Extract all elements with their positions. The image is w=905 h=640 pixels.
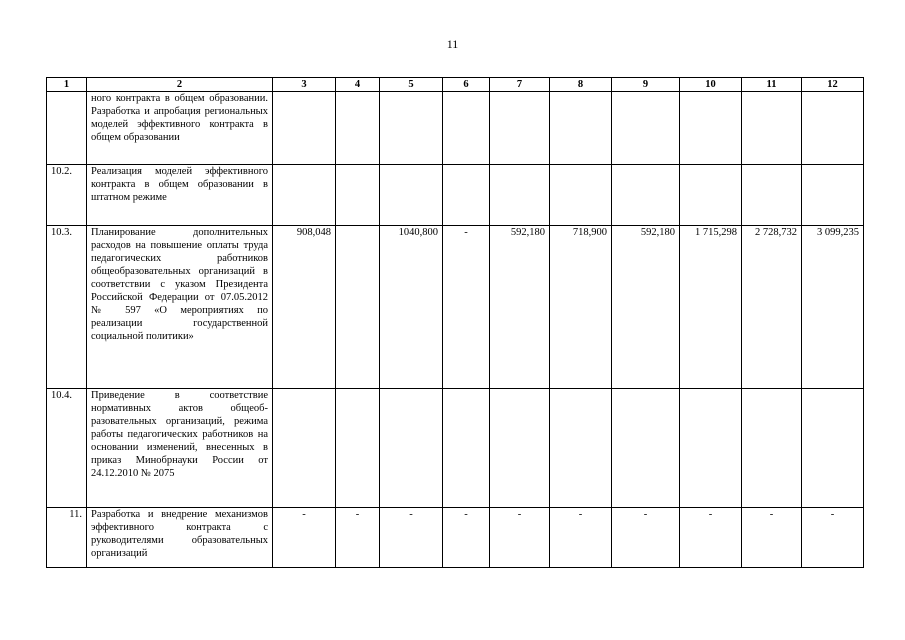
row-number: 11. <box>47 508 87 568</box>
table-row <box>47 92 864 165</box>
row-description: Планирование дополнительных расходов на повышение оплаты труда педагогических работников общеобразовательных организаций в соответствии с указом Президента Российской Федерации от 07.05.2012 № 597 «О мероприятиях по реализации государственной социальной политики» <box>87 226 273 389</box>
table-row <box>47 165 864 226</box>
cell-value <box>490 165 550 226</box>
cell-value <box>802 165 864 226</box>
cell-value: 1 715,298 <box>680 226 742 389</box>
cell-value: - <box>612 508 680 568</box>
cell-value <box>273 389 336 508</box>
cell-value <box>612 165 680 226</box>
cell-value <box>443 389 490 508</box>
row-description: ного контракта в общем образовании. Разработка и апробация региональных моделей эффективного контракта в общем образовании <box>87 92 273 165</box>
column-header: 12 <box>802 78 864 92</box>
cell-value: - <box>742 508 802 568</box>
cell-value <box>612 389 680 508</box>
cell-value: - <box>273 508 336 568</box>
cell-value <box>336 389 380 508</box>
column-header: 7 <box>490 78 550 92</box>
column-header: 4 <box>336 78 380 92</box>
cell-value <box>680 165 742 226</box>
cell-value <box>443 92 490 165</box>
cell-value <box>490 389 550 508</box>
row-description: Приведение в соответствие нормативных актов общеобразовательных организаций, режима работы педагогических работников на основании изменений, внесенных в приказ Минобрнауки России от 24.12.2010 № 2075 <box>87 389 273 508</box>
cell-value: - <box>380 508 443 568</box>
cell-value: 1040,800 <box>380 226 443 389</box>
cell-value <box>680 389 742 508</box>
cell-value: - <box>443 226 490 389</box>
cell-value <box>612 92 680 165</box>
cell-value <box>336 226 380 389</box>
cell-value <box>802 389 864 508</box>
table-row <box>47 226 864 389</box>
cell-value <box>742 389 802 508</box>
cell-value: 2 728,732 <box>742 226 802 389</box>
cell-value: - <box>550 508 612 568</box>
cell-value: 3 099,235 <box>802 226 864 389</box>
cell-value <box>742 165 802 226</box>
table-row <box>47 508 864 568</box>
cell-value <box>490 92 550 165</box>
cell-value <box>336 92 380 165</box>
table-header-row <box>47 78 864 92</box>
cell-value <box>550 165 612 226</box>
row-number: 10.2. <box>47 165 87 226</box>
cell-value: - <box>336 508 380 568</box>
table-row <box>47 389 864 508</box>
column-header: 1 <box>47 78 87 92</box>
cell-value <box>680 92 742 165</box>
row-number: 10.4. <box>47 389 87 508</box>
column-header: 3 <box>273 78 336 92</box>
row-number: 10.3. <box>47 226 87 389</box>
cell-value: 592,180 <box>490 226 550 389</box>
row-description: Разработка и внедрение механизмов эффективного контракта с руководителями образовательных организаций <box>87 508 273 568</box>
cell-value <box>380 389 443 508</box>
cell-value <box>380 165 443 226</box>
column-header: 10 <box>680 78 742 92</box>
cell-value <box>380 92 443 165</box>
column-header: 8 <box>550 78 612 92</box>
cell-value: 908,048 <box>273 226 336 389</box>
cell-value: - <box>680 508 742 568</box>
cell-value <box>443 165 490 226</box>
cell-value <box>742 92 802 165</box>
row-description: Реализация моделей эффективного контракта в общем образовании в штатном режиме <box>87 165 273 226</box>
row-number <box>47 92 87 165</box>
data-table <box>46 77 864 568</box>
column-header: 6 <box>443 78 490 92</box>
cell-value <box>336 165 380 226</box>
cell-value <box>273 165 336 226</box>
column-header: 11 <box>742 78 802 92</box>
cell-value <box>550 92 612 165</box>
cell-value: 592,180 <box>612 226 680 389</box>
column-header: 9 <box>612 78 680 92</box>
cell-value <box>550 389 612 508</box>
cell-value <box>273 92 336 165</box>
column-header: 5 <box>380 78 443 92</box>
cell-value: 718,900 <box>550 226 612 389</box>
cell-value: - <box>802 508 864 568</box>
cell-value: - <box>490 508 550 568</box>
page-number: 11 <box>446 37 459 51</box>
cell-value: - <box>443 508 490 568</box>
cell-value <box>802 92 864 165</box>
column-header: 2 <box>87 78 273 92</box>
